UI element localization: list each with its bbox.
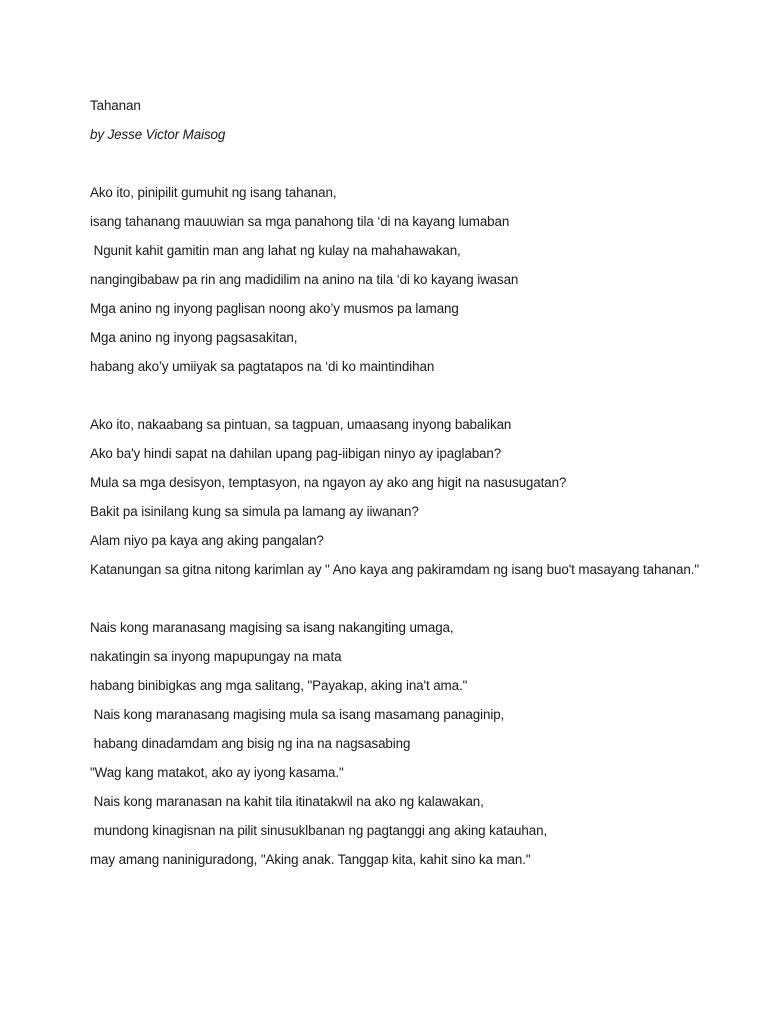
poem-line: habang dinadamdam ang bisig ng ina na nagsasabing	[90, 736, 411, 751]
poem-line: Nais kong maranasan na kahit tila itinatakwil na ako ng kalawakan,	[90, 794, 484, 809]
poem-line: Mula sa mga desisyon, temptasyon, na ngayon ay ako ang higit na nasusugatan?	[90, 475, 567, 490]
poem-content	[90, 91, 750, 874]
poem-line: Ako ito, nakaabang sa pintuan, sa tagpuan, umaasang inyong babalikan	[90, 417, 512, 432]
poem-line: habang binibigkas ang mga salitang, "Payakap, aking ina't ama."	[90, 678, 468, 693]
poem-line: Katanungan sa gitna nitong karimlan ay " Ano kaya ang pakiramdam ng isang buo't masayang tahanan."	[90, 562, 699, 577]
poem-line: isang tahanang mauuwian sa mga panahong tila ‘di na kayang lumaban	[90, 214, 510, 229]
poem-line: mundong kinagisnan na pilit sinusuklbanan ng pagtanggi ang aking katauhan,	[90, 823, 548, 838]
poem-line: Mga anino ng inyong paglisan noong ako’y musmos pa lamang	[90, 301, 459, 316]
spacer	[90, 149, 750, 178]
poem-line: Alam niyo pa kaya ang aking pangalan?	[90, 533, 324, 548]
poem-line: Nais kong maranasang magising sa isang nakangiting umaga,	[90, 620, 454, 635]
poem-line: Bakit pa isinilang kung sa simula pa lamang ay iiwanan?	[90, 504, 419, 519]
poem-line: nakatingin sa inyong mapupungay na mata	[90, 649, 342, 664]
spacer	[90, 584, 750, 613]
poem-line: may amang naniniguradong, "Aking anak. Tanggap kita, kahit sino ka man."	[90, 852, 531, 867]
stanza-3	[90, 613, 750, 874]
poem-line: nangingibabaw pa rin ang madidilim na anino na tila ‘di ko kayang iwasan	[90, 272, 519, 287]
poem-line: Mga anino ng inyong pagsasakitan,	[90, 330, 298, 345]
poem-line: "Wag kang matakot, ako ay iyong kasama."	[90, 765, 344, 780]
poem-line: Ako ito, pinipilit gumuhit ng isang tahanan,	[90, 185, 337, 200]
poem-line: Nais kong maranasang magising mula sa isang masamang panaginip,	[90, 707, 505, 722]
poem-line: Ako ba'y hindi sapat na dahilan upang pag-iibigan ninyo ay ipaglaban?	[90, 446, 502, 461]
stanza-2	[90, 410, 750, 584]
poem-author: by Jesse Victor Maisog	[90, 127, 226, 142]
poem-line: Ngunit kahit gamitin man ang lahat ng kulay na mahahawakan,	[90, 243, 461, 258]
stanza-1	[90, 178, 750, 381]
poem-line: habang ako’y umiiyak sa pagtatapos na ‘di ko maintindihan	[90, 359, 435, 374]
spacer	[90, 381, 750, 410]
poem-title: Tahanan	[90, 98, 141, 113]
